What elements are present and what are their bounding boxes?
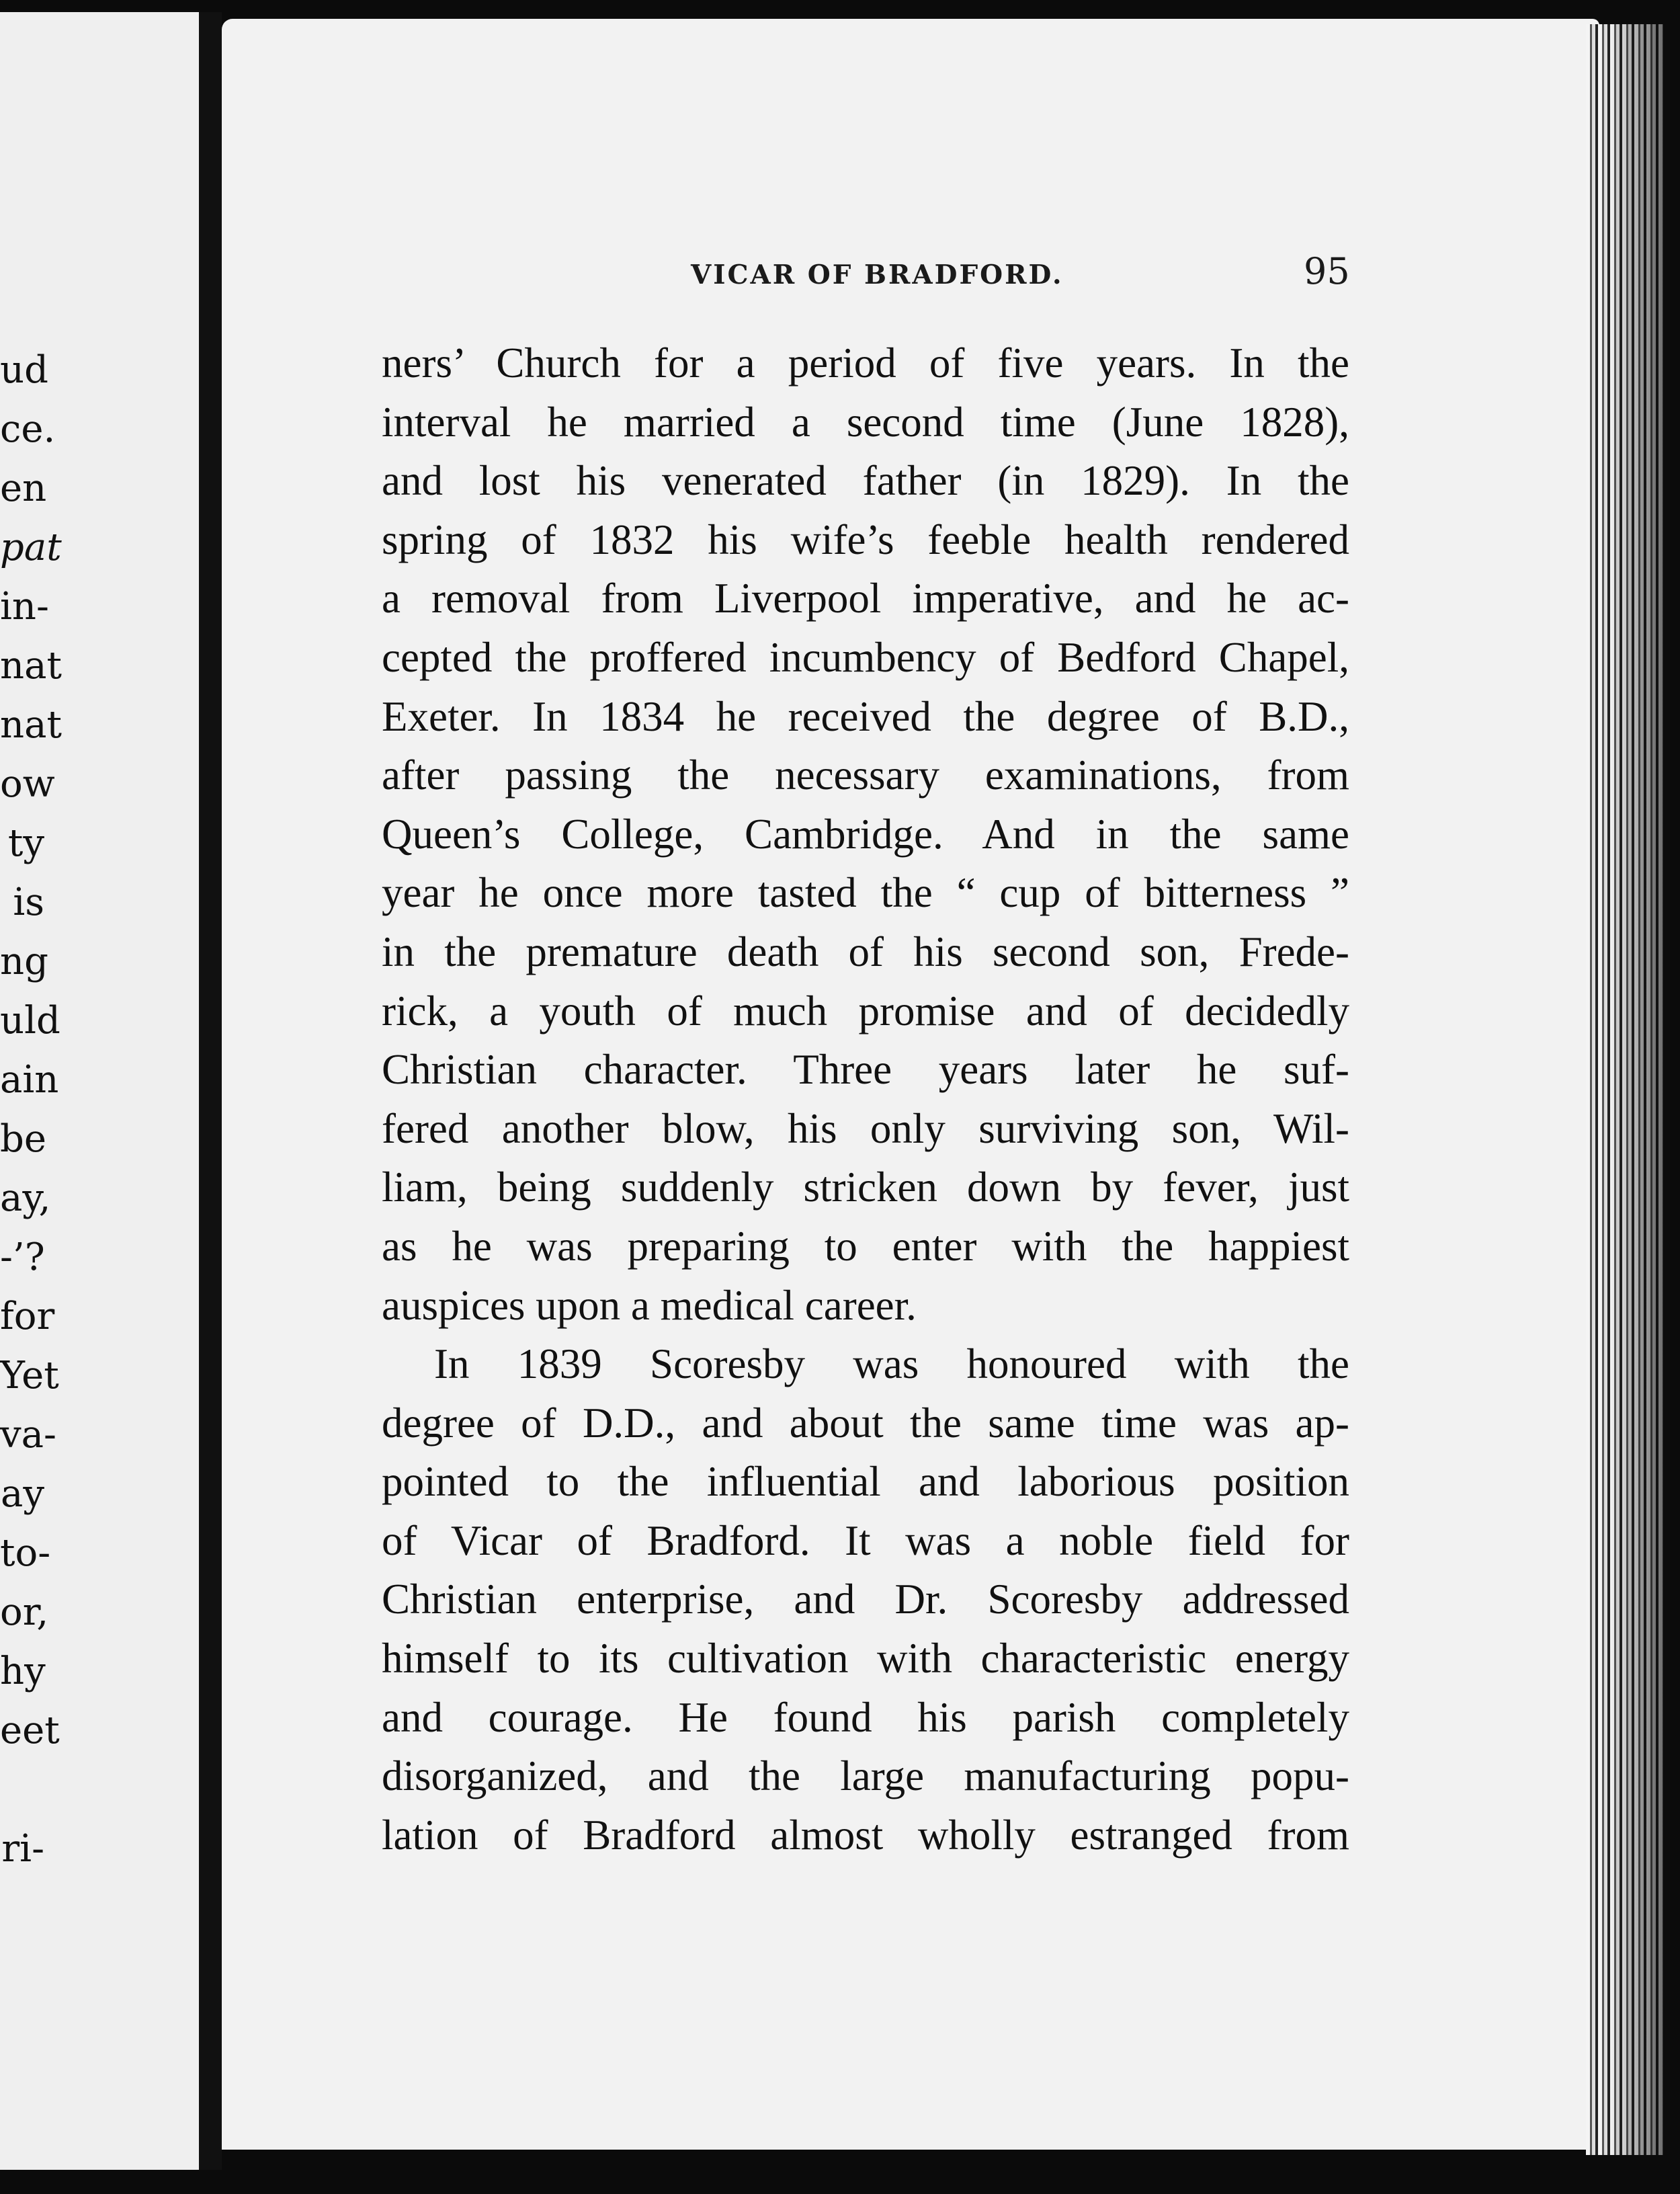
left-page-fragment: eet — [0, 1709, 60, 1752]
text-line: and courage. He found his parish completely — [382, 1693, 1349, 1741]
left-page-fragment: -’? — [0, 1235, 45, 1279]
text-line: after passing the necessary examinations, from — [382, 751, 1349, 799]
paragraph-first-line: In 1839 Scoresby was honoured with the — [434, 1340, 1349, 1388]
text-line: Christian character. Three years later he suf- — [382, 1046, 1349, 1094]
left-page — [0, 12, 199, 2170]
page-edge-shadow — [1609, 24, 1663, 2155]
text-line: Queen’s College, Cambridge. And in the same — [382, 810, 1349, 858]
left-page-fragment: ud — [0, 348, 48, 392]
left-page-fragment: ay, — [0, 1176, 51, 1220]
text-line: and lost his venerated father (in 1829). In the — [382, 457, 1349, 505]
book-gutter — [199, 12, 222, 2170]
text-line: fered another blow, his only surviving son, Wil- — [382, 1104, 1349, 1152]
text-line: liam, being suddenly stricken down by fever, just — [382, 1164, 1349, 1211]
text-line: of Vicar of Bradford. It was a noble field for — [382, 1516, 1349, 1564]
text-line: rick, a youth of much promise and of decidedly — [382, 987, 1349, 1034]
left-page-fragment: nat — [0, 644, 62, 688]
page-number: 95 — [1304, 250, 1350, 292]
text-line: disorganized, and the large manufacturing popu- — [382, 1752, 1349, 1800]
text-line: Christian enterprise, and Dr. Scoresby addressed — [382, 1576, 1349, 1623]
text-line: year he once more tasted the “ cup of bitterness ” — [382, 869, 1349, 917]
text-line: in the premature death of his second son, Frede- — [382, 928, 1349, 975]
text-line: interval he married a second time (June 1828), — [382, 398, 1349, 446]
text-line: spring of 1832 his wife’s feeble health rendered — [382, 516, 1349, 563]
left-page-fragment: or, — [0, 1590, 49, 1634]
text-line: a removal from Liverpool imperative, and he ac- — [382, 575, 1349, 622]
text-line: pointed to the influential and laborious position — [382, 1458, 1349, 1506]
left-page-fragment: uld — [0, 999, 60, 1043]
left-page-fragment: be — [0, 1117, 46, 1161]
left-page-fragment: ay — [0, 1472, 44, 1516]
left-page-fragment: ow — [0, 762, 55, 806]
text-line: as he was preparing to enter with the happiest — [382, 1222, 1349, 1270]
text-line: lation of Bradford almost wholly estranged from — [382, 1811, 1349, 1859]
left-page-fragment: ri- — [1, 1827, 44, 1871]
paragraph-last-line: auspices upon a medical career. — [382, 1281, 917, 1329]
text-line: himself to its cultivation with characteristic energy — [382, 1635, 1349, 1682]
left-page-fragment: ng — [0, 940, 48, 983]
left-page-fragment: va- — [0, 1413, 56, 1457]
left-page-fragment: ain — [0, 1058, 59, 1102]
left-page-fragment: Yet — [0, 1354, 59, 1397]
left-page-fragment: is — [13, 881, 44, 924]
left-page-fragment: nat — [0, 703, 62, 747]
text-line: ners’ Church for a period of five years. In the — [382, 339, 1349, 387]
left-page-fragment: ty — [7, 821, 44, 865]
body-text — [382, 334, 1349, 1865]
left-page-fragment: ce. — [0, 407, 56, 451]
left-page-fragment: to- — [0, 1531, 51, 1575]
text-line: cepted the proffered incumbency of Bedford Chapel, — [382, 633, 1349, 681]
left-page-fragment: for — [0, 1295, 55, 1338]
left-page-fragment: en — [0, 466, 47, 510]
left-page-fragment: pat — [0, 526, 62, 569]
text-line: degree of D.D., and about the same time was ap- — [382, 1399, 1349, 1447]
left-page-fragment: in- — [0, 585, 49, 628]
text-line: Exeter. In 1834 he received the degree of B.D., — [382, 692, 1349, 740]
left-page-fragment: hy — [0, 1650, 46, 1693]
running-head: VICAR OF BRADFORD. — [691, 259, 1064, 290]
